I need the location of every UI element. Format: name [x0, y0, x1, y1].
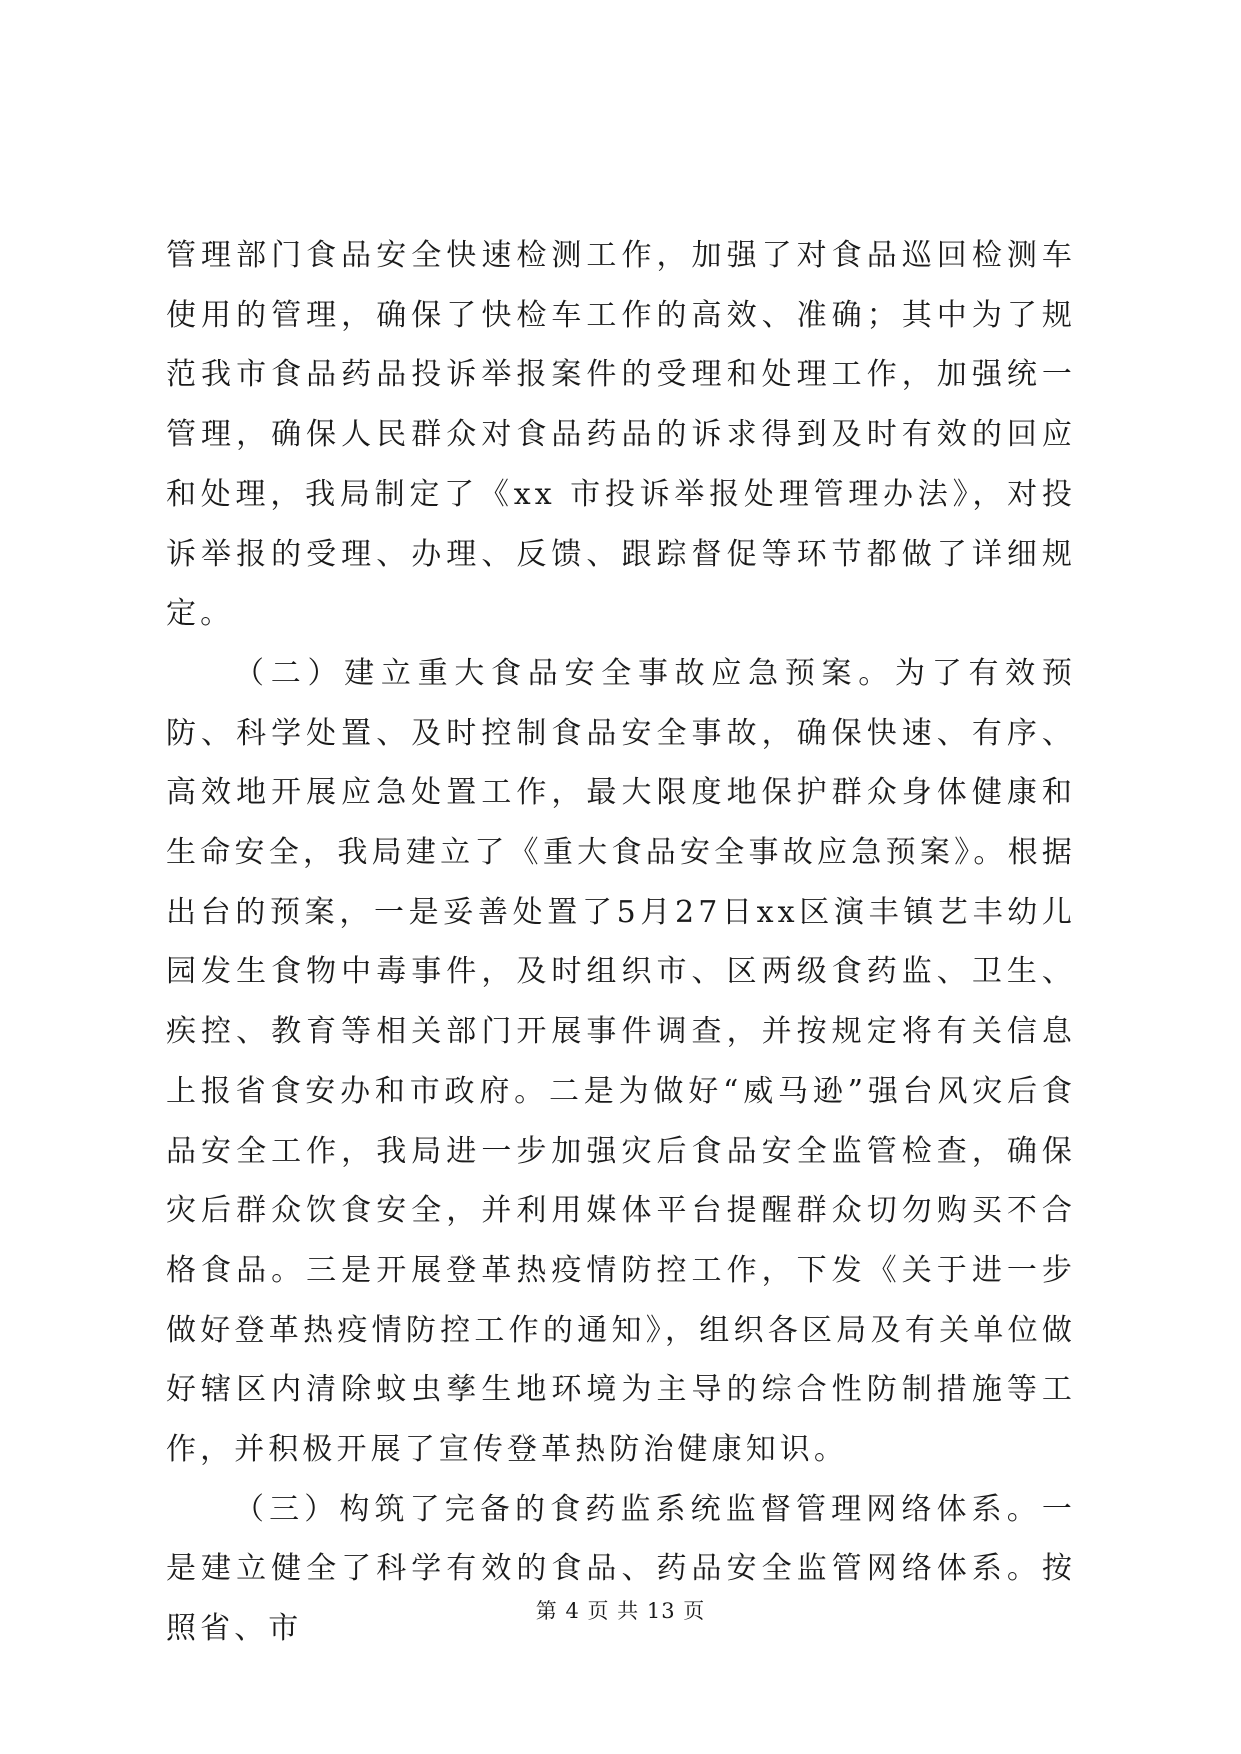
page-number-footer: 第 4 页 共 13 页	[535, 1599, 706, 1623]
paragraph-section-3: （三）构筑了完备的食药监系统监督管理网络体系。一是建立健全了科学有效的食品、药品安全监管网络体系。按照省、市	[166, 1491, 1076, 1647]
paragraph-section-2: （二）建立重大食品安全事故应急预案。为了有效预防、科学处置、及时控制食品安全事故，确保快速、有序、高效地开展应急处置工作，最大限度地保护群众身体健康和生命安全，我局建立了《重大食品安全事故应急预案》。根据出台的预案，一是妥善处置了5月27日xx区演丰镇艺丰幼儿园发生食物中毒事件，及时组织市、区两级食药监、卫生、疾控、教育等相关部门开展事件调查，并按规定将有关信息上报省食安办和市政府。二是为做好“威马逊”强台风灾后食品安全工作，我局进一步加强灾后食品安全监管检查，确保灾后群众饮食安全，并利用媒体平台提醒群众切勿购买不合格食品。三是开展登革热疫情防控工作，下发《关于进一步做好登革热疫情防控工作的通知》，组织各区局及有关单位做好辖区内清除蚊虫孳生地环境为主导的综合性防制措施等工作，并积极开展了宣传登革热防治健康知识。	[166, 655, 1076, 1468]
document-body	[166, 226, 1076, 1659]
paragraph-continued: 管理部门食品安全快速检测工作，加强了对食品巡回检测车使用的管理，确保了快检车工作的高效、准确；其中为了规范我市食品药品投诉举报案件的受理和处理工作，加强统一管理，确保人民群众对食品药品的诉求得到及时有效的回应和处理，我局制定了《xx 市投诉举报处理管理办法》，对投诉举报的受理、办理、反馈、跟踪督促等环节都做了详细规定。	[166, 238, 1076, 632]
